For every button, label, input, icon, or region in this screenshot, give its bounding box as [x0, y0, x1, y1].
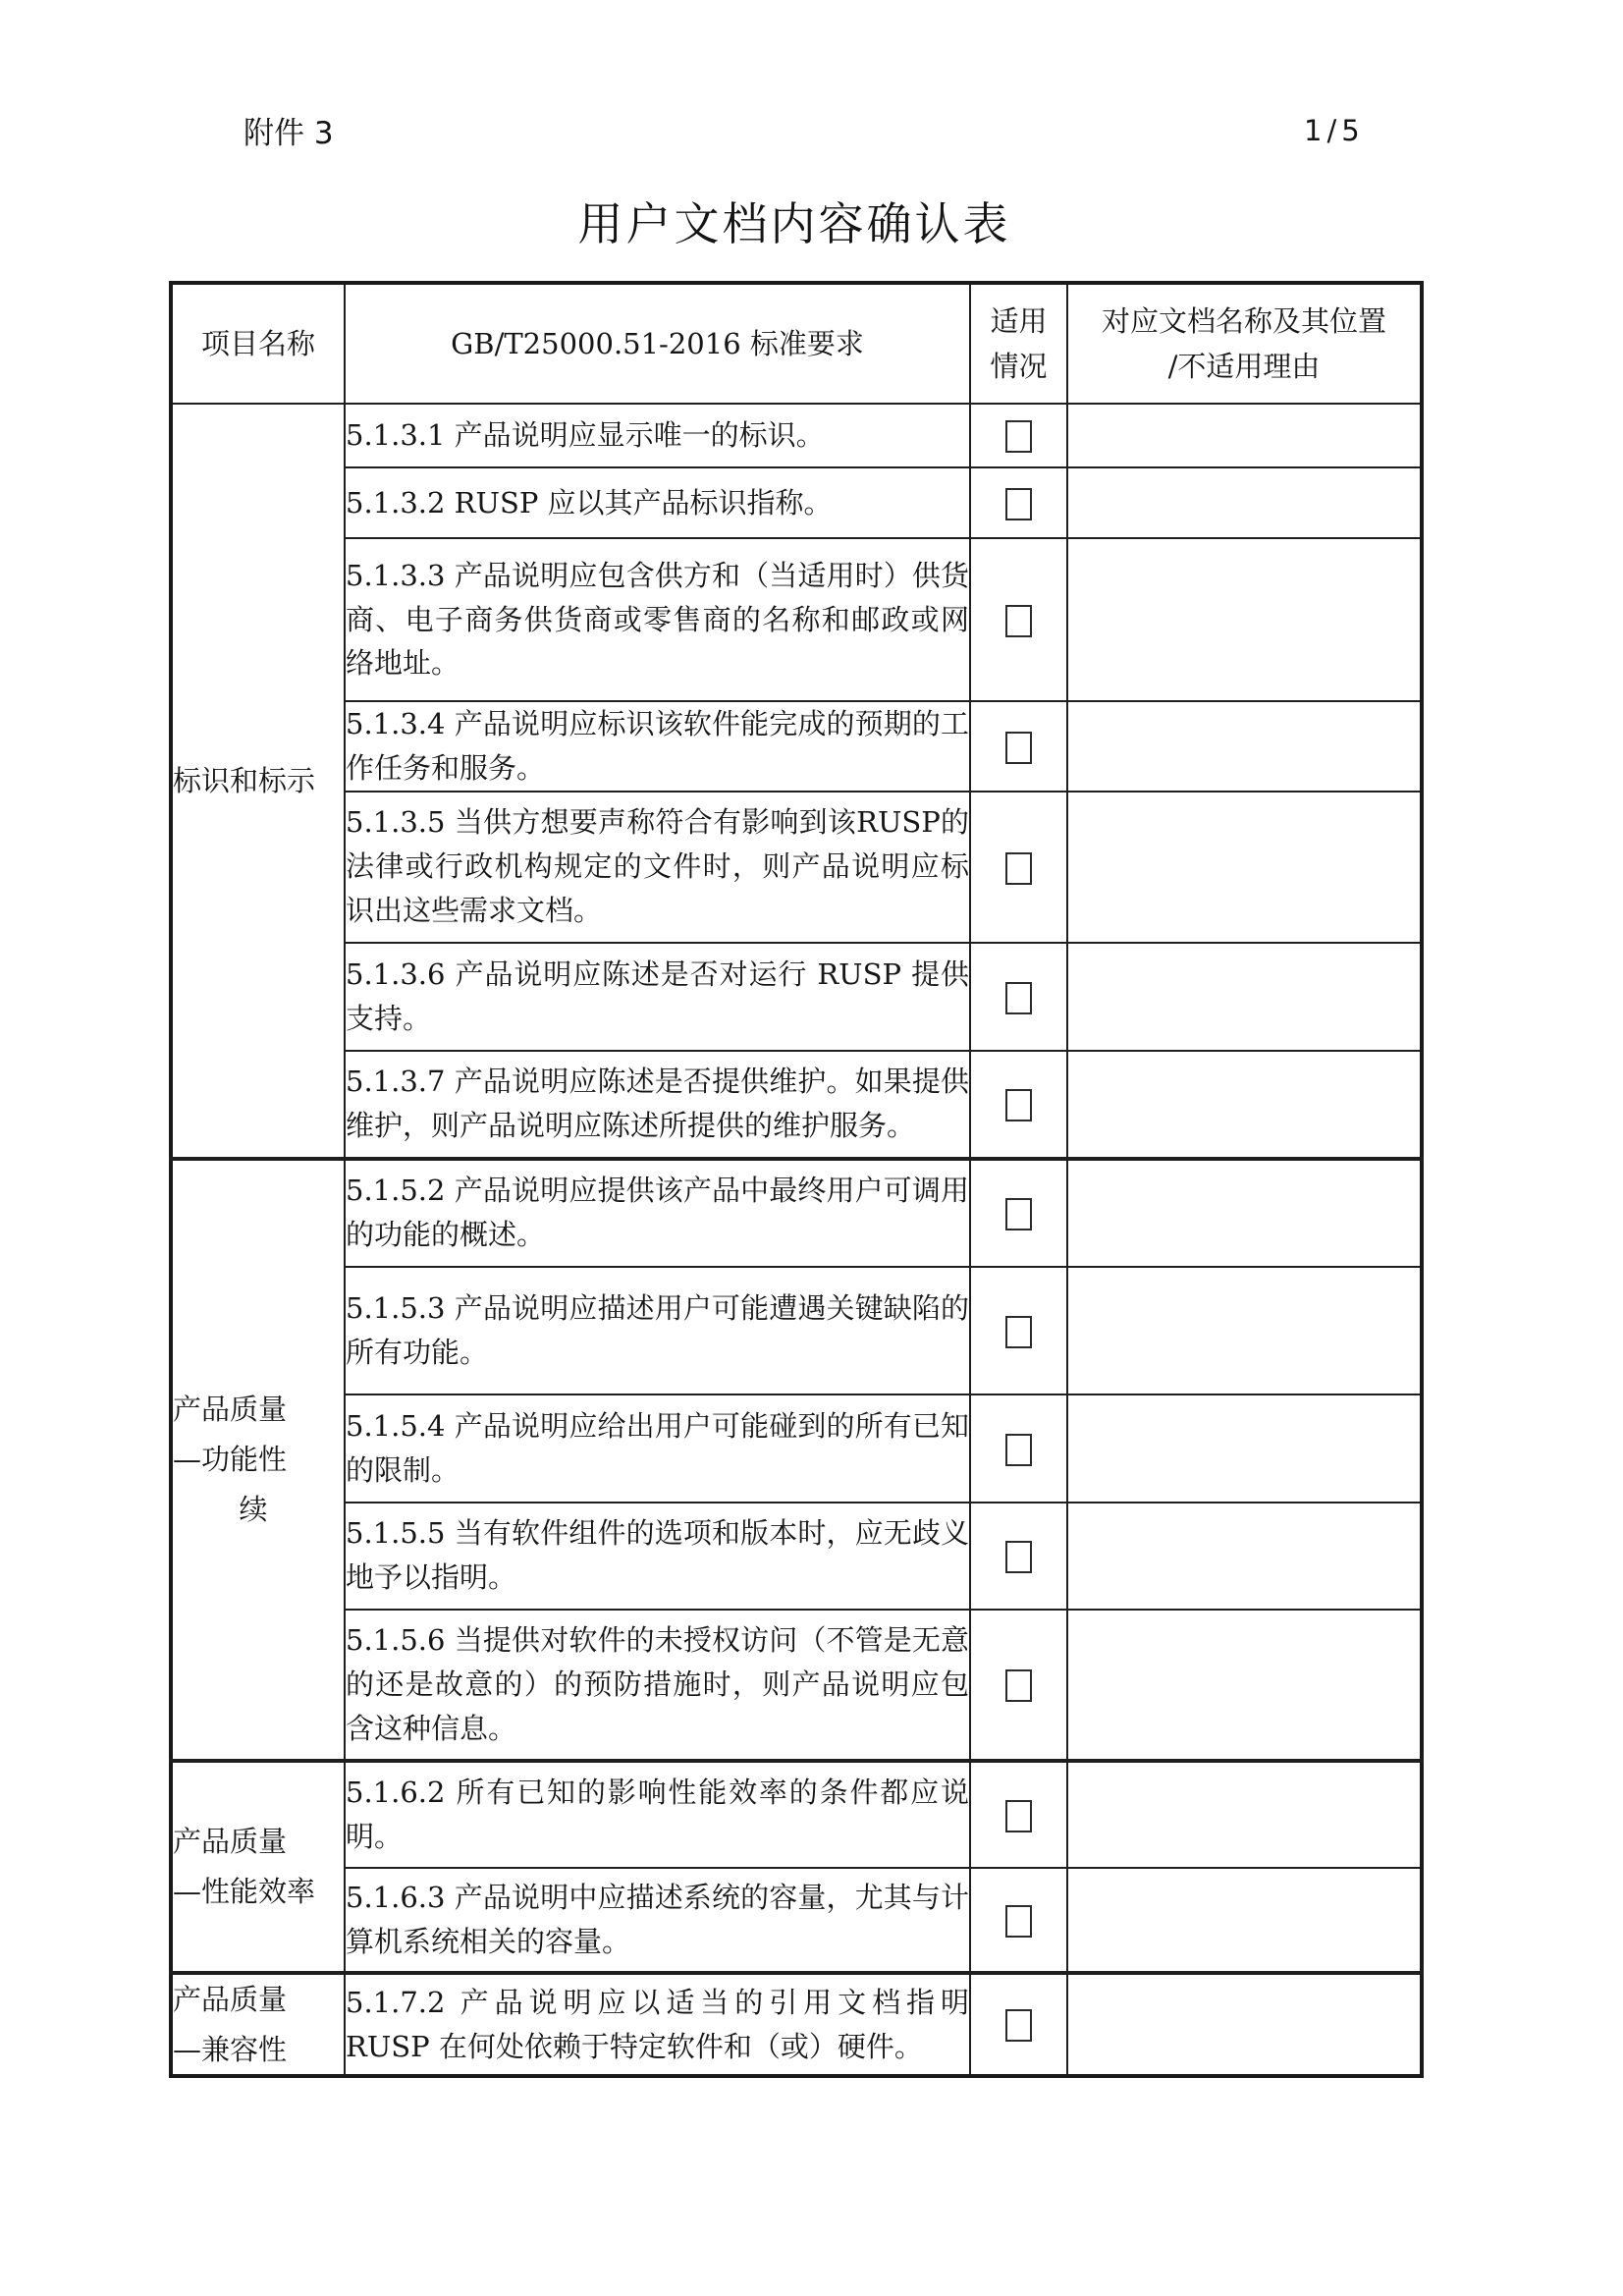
- attachment-label: 附件 3: [243, 116, 334, 151]
- requirement-cell: 5.1.3.4 产品说明应标识该软件能完成的预期的工作任务和服务。: [345, 701, 970, 792]
- requirement-cell: 5.1.3.5 当供方想要声称符合有影响到该RUSP的法律或行政机构规定的文件时，则产品说明应标识出这些需求文档。: [345, 792, 970, 943]
- document-location-cell: [1067, 1159, 1422, 1267]
- applicability-cell: [970, 701, 1067, 792]
- requirement-cell: 5.1.5.3 产品说明应描述用户可能遭遇关键缺陷的所有功能。: [345, 1267, 970, 1394]
- applicability-cell: [970, 1267, 1067, 1394]
- document-location-cell: [1067, 1973, 1422, 2077]
- applicability-cell: [970, 1868, 1067, 1973]
- table-row: [171, 538, 1422, 701]
- header-project-name: 项目名称: [171, 283, 345, 404]
- requirement-cell: 5.1.5.4 产品说明应给出用户可能碰到的所有已知的限制。: [345, 1394, 970, 1503]
- group-label-compatibility: 产品质量 —兼容性: [171, 1973, 345, 2077]
- checkbox-unchecked[interactable]: [1005, 1905, 1032, 1938]
- checkbox-unchecked[interactable]: [1005, 1541, 1032, 1573]
- table-header-row: [171, 283, 1422, 404]
- table-row: [171, 1051, 1422, 1159]
- document-location-cell: [1067, 943, 1422, 1051]
- document-location-cell: [1067, 1610, 1422, 1761]
- document-location-cell: [1067, 1267, 1422, 1394]
- checkbox-unchecked[interactable]: [1005, 1669, 1032, 1702]
- checkbox-unchecked[interactable]: [1005, 420, 1032, 453]
- applicability-cell: [970, 792, 1067, 943]
- checkbox-unchecked[interactable]: [1005, 852, 1032, 885]
- table-row: [171, 1267, 1422, 1394]
- checkbox-unchecked[interactable]: [1005, 1800, 1032, 1832]
- header-applicability: 适用 情况: [970, 283, 1067, 404]
- requirement-cell: 5.1.3.2 RUSP 应以其产品标识指称。: [345, 467, 970, 538]
- table-row: [171, 1159, 1422, 1267]
- applicability-cell: [970, 467, 1067, 538]
- requirement-cell: 5.1.6.2 所有已知的影响性能效率的条件都应说明。: [345, 1761, 970, 1868]
- page-title: 用户文档内容确认表: [577, 197, 1011, 250]
- checkbox-unchecked[interactable]: [1005, 1434, 1032, 1466]
- requirement-cell: 5.1.5.6 当提供对软件的未授权访问（不管是无意的还是故意的）的预防措施时，则产品说明应包含这种信息。: [345, 1610, 970, 1761]
- document-location-cell: [1067, 1503, 1422, 1610]
- applicability-cell: [970, 1761, 1067, 1868]
- checkbox-unchecked[interactable]: [1005, 1316, 1032, 1348]
- table-row: [171, 404, 1422, 467]
- header-document-location: 对应文档名称及其位置 /不适用理由: [1067, 283, 1422, 404]
- requirement-cell: 5.1.3.3 产品说明应包含供方和（当适用时）供货商、电子商务供货商或零售商的名称和邮政或网络地址。: [345, 538, 970, 701]
- table-row: [171, 1973, 1422, 2077]
- table-row: [171, 1868, 1422, 1973]
- table-row: [171, 1503, 1422, 1610]
- requirement-cell: 5.1.3.1 产品说明应显示唯一的标识。: [345, 404, 970, 467]
- applicability-cell: [970, 404, 1067, 467]
- table-row: [171, 1610, 1422, 1761]
- table-row: [171, 943, 1422, 1051]
- document-location-cell: [1067, 538, 1422, 701]
- table-row: [171, 467, 1422, 538]
- applicability-cell: [970, 1610, 1067, 1761]
- group-label-functionality: 产品质量 —功能性 续: [171, 1159, 345, 1761]
- applicability-cell: [970, 1394, 1067, 1503]
- checkbox-unchecked[interactable]: [1005, 1089, 1032, 1121]
- applicability-cell: [970, 943, 1067, 1051]
- document-location-cell: [1067, 1051, 1422, 1159]
- applicability-cell: [970, 1973, 1067, 2077]
- checkbox-unchecked[interactable]: [1005, 982, 1032, 1014]
- applicability-cell: [970, 1051, 1067, 1159]
- checkbox-unchecked[interactable]: [1005, 2009, 1032, 2042]
- checkbox-unchecked[interactable]: [1005, 1198, 1032, 1230]
- requirement-cell: 5.1.5.5 当有软件组件的选项和版本时，应无歧义地予以指明。: [345, 1503, 970, 1610]
- checkbox-unchecked[interactable]: [1005, 732, 1032, 764]
- checkbox-unchecked[interactable]: [1005, 605, 1032, 637]
- requirement-cell: 5.1.3.6 产品说明应陈述是否对运行 RUSP 提供支持。: [345, 943, 970, 1051]
- group-label-identification: 标识和标示: [171, 404, 345, 1159]
- group-label-performance: 产品质量 —性能效率: [171, 1761, 345, 1973]
- table-row: [171, 1394, 1422, 1503]
- document-location-cell: [1067, 1761, 1422, 1868]
- applicability-cell: [970, 1503, 1067, 1610]
- applicability-cell: [970, 538, 1067, 701]
- header-standard-requirement: GB/T25000.51-2016 标准要求: [345, 283, 970, 404]
- requirement-cell: 5.1.7.2 产品说明应以适当的引用文档指明 RUSP 在何处依赖于特定软件和（或）硬件。: [345, 1973, 970, 2077]
- document-location-cell: [1067, 1868, 1422, 1973]
- document-location-cell: [1067, 792, 1422, 943]
- document-location-cell: [1067, 1394, 1422, 1503]
- page-number: 1/5: [1304, 114, 1365, 147]
- table-row: [171, 701, 1422, 792]
- document-location-cell: [1067, 467, 1422, 538]
- requirement-cell: 5.1.3.7 产品说明应陈述是否提供维护。如果提供维护，则产品说明应陈述所提供的维护服务。: [345, 1051, 970, 1159]
- document-location-cell: [1067, 404, 1422, 467]
- applicability-cell: [970, 1159, 1067, 1267]
- requirement-cell: 5.1.6.3 产品说明中应描述系统的容量，尤其与计算机系统相关的容量。: [345, 1868, 970, 1973]
- table-row: [171, 792, 1422, 943]
- document-location-cell: [1067, 701, 1422, 792]
- requirement-cell: 5.1.5.2 产品说明应提供该产品中最终用户可调用的功能的概述。: [345, 1159, 970, 1267]
- checkbox-unchecked[interactable]: [1005, 488, 1032, 520]
- table-row: [171, 1761, 1422, 1868]
- confirmation-table: [169, 281, 1424, 2078]
